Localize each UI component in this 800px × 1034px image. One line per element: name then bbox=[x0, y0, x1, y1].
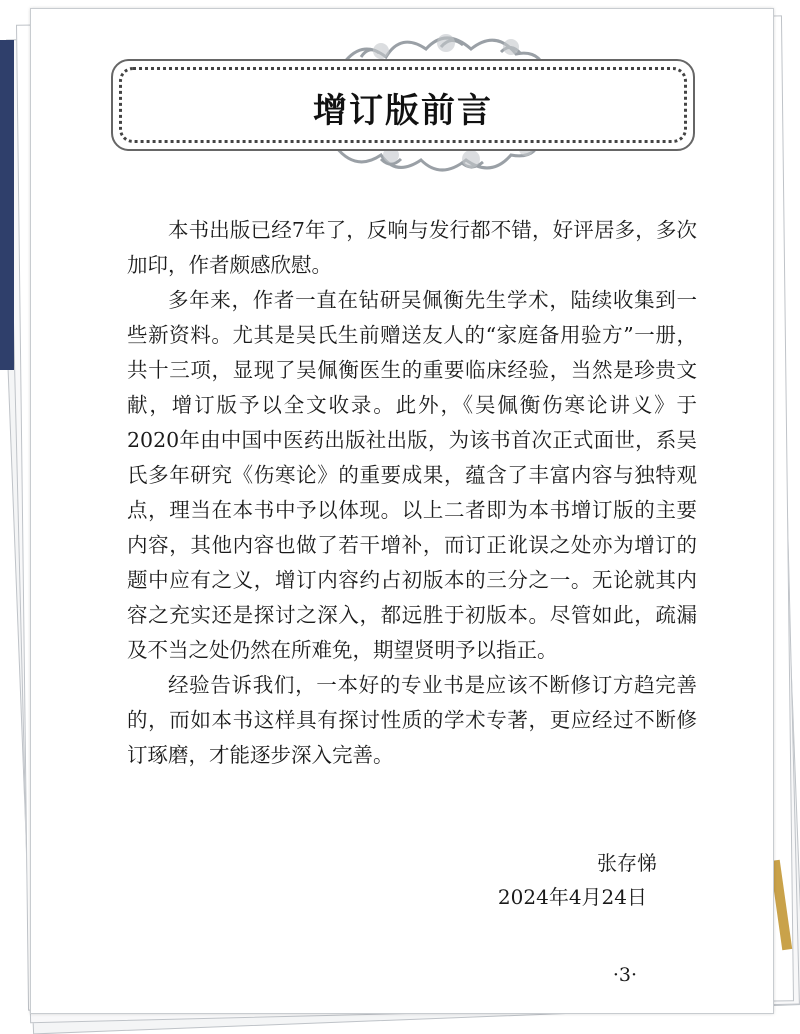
book-cover-edge bbox=[0, 40, 14, 370]
paragraph: 本书出版已经7年了，反响与发行都不错，好评居多，多次加印，作者颇感欣慰。 bbox=[127, 218, 697, 277]
paragraph: 多年来，作者一直在钻研吴佩衡先生学术，陆续收集到一些新资料。尤其是吴氏生前赠送友人的“家庭备用验方”一册，共十三项，显现了吴佩衡医生的重要临床经验，当然是珍贵文献，增订版予以全文收录。此外，《吴佩衡伤寒论讲义》于2020年由中国中医药出版社出版，为该书首次正式面世，系吴氏多年研究《伤寒论》的重要成果，蕴含了丰富内容与独特观点，理当在本书中予以体现。以上二者即为本书增订版的主要内容，其他内容也做了若干增补，而订正讹误之处亦为增订的题中应有之义，增订内容约占初版本的三分之一。无论就其内容之充实还是探讨之深入，都远胜于初版本。尽管如此，疏漏及不当之处仍然在所难免，期望贤明予以指正。 bbox=[127, 288, 697, 662]
title-banner bbox=[111, 59, 695, 151]
page-number: ·3· bbox=[612, 964, 637, 986]
paragraph: 经验告诉我们，一本好的专业书是应该不断修订方趋完善的，而如本书这样具有探讨性质的学术专著，更应经过不断修订琢磨，才能逐步深入完善。 bbox=[127, 673, 697, 767]
body-text bbox=[127, 213, 697, 773]
author-signature: 张存悌 bbox=[597, 851, 657, 875]
date: 2024年4月24日 bbox=[497, 885, 647, 909]
page-title: 增订版前言 bbox=[313, 91, 493, 131]
document-page bbox=[30, 8, 774, 1014]
